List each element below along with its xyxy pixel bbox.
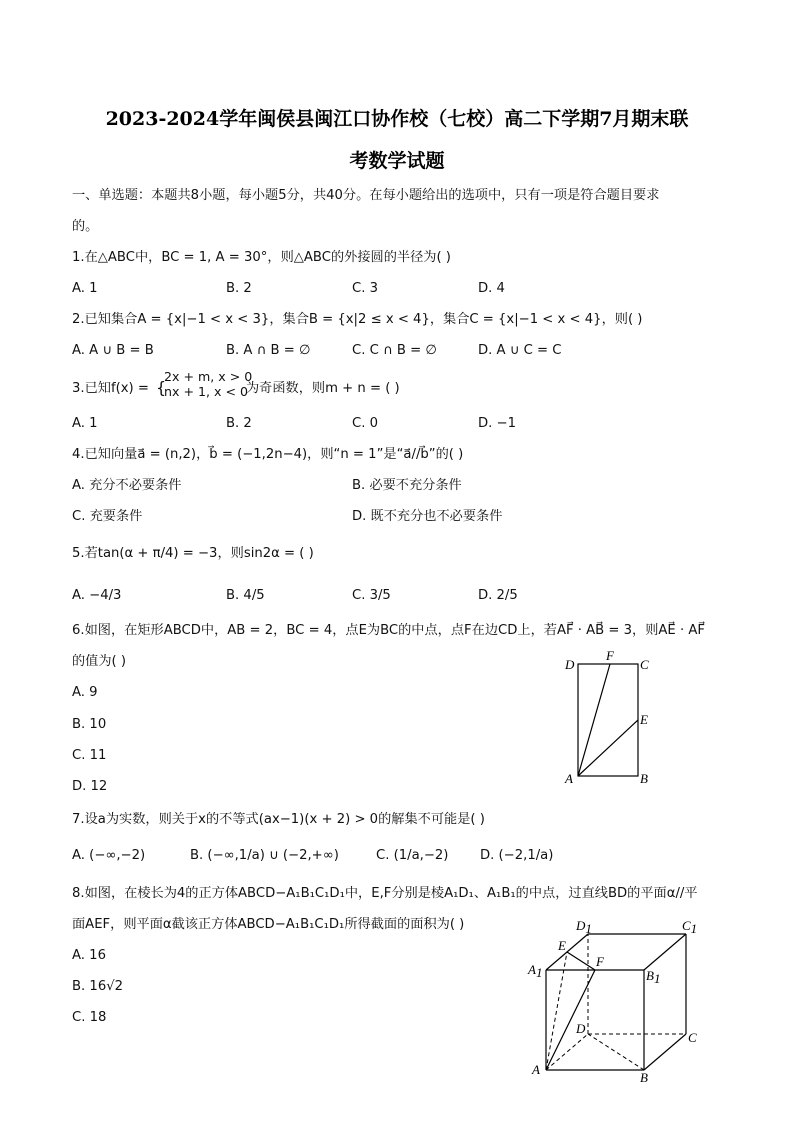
question-5-stem: 5.若tan(α + π/4) = −3，则sin2α = ( ) bbox=[72, 546, 314, 561]
q7-option-c: C. (1/a,−2) bbox=[376, 848, 449, 863]
q7-option-a: A. (−∞,−2) bbox=[72, 848, 146, 863]
rectangle-abcd bbox=[578, 664, 638, 776]
label-f: F bbox=[606, 648, 614, 663]
question-3-stem-post: 为奇函数，则m + n = ( ) bbox=[246, 381, 400, 396]
q3-option-a: A. 1 bbox=[72, 416, 98, 431]
question-8-stem: 8.如图，在棱长为4的正方体ABCD−A₁B₁C₁D₁中，E,F分别是棱A₁D₁、A₁B₁的中点，过直线BD的平面α//平 bbox=[72, 886, 698, 901]
label-c: C bbox=[640, 657, 649, 672]
segment-e-f bbox=[567, 952, 595, 970]
label-d1: D1 bbox=[576, 918, 592, 936]
q5-option-a: A. −4/3 bbox=[72, 588, 122, 603]
label-d: D bbox=[576, 1021, 586, 1036]
exam-title-line2: 考数学试题 bbox=[349, 150, 445, 172]
q2-option-b: B. A ∩ B = ∅ bbox=[226, 343, 311, 358]
q8-option-b: B. 16√2 bbox=[72, 979, 124, 994]
segment-ae bbox=[578, 720, 638, 776]
label-b1: B1 bbox=[646, 968, 661, 986]
label-c: C bbox=[688, 1030, 697, 1045]
segment-b-d bbox=[588, 1034, 644, 1070]
question-1-stem: 1.在△ABC中，BC = 1, A = 30°，则△ABC的外接圆的半径为( ) bbox=[72, 250, 451, 265]
label-e: E bbox=[640, 712, 648, 727]
q1-option-d: D. 4 bbox=[478, 281, 505, 296]
q5-option-b: B. 4/5 bbox=[226, 588, 265, 603]
q8-option-a: A. 16 bbox=[72, 948, 106, 963]
edge-a-d bbox=[546, 1034, 588, 1070]
q3-option-d: D. −1 bbox=[478, 416, 516, 431]
exam-title-line1: 2023-2024学年闽侯县闽江口协作校（七校）高二下学期7月期末联 bbox=[105, 108, 689, 130]
question-7-stem: 7.设a为实数，则关于x的不等式(ax−1)(x + 2) > 0的解集不可能是( ) bbox=[72, 812, 485, 827]
q3-piece-1: 2x + m, x > 0 bbox=[164, 369, 253, 384]
question-3-stem-pre: 3.已知f(x) = bbox=[72, 381, 149, 396]
label-b: B bbox=[640, 1070, 648, 1085]
q5-option-c: C. 3/5 bbox=[352, 588, 391, 603]
q4-option-c: C. 充要条件 bbox=[72, 509, 143, 524]
section-heading: 一、单选题：本题共8小题，每小题5分，共40分。在每小题给出的选项中，只有一项是符合题目要求 bbox=[72, 188, 660, 203]
q3-option-b: B. 2 bbox=[226, 416, 252, 431]
question-6-stem-cont: 的值为( ) bbox=[72, 654, 127, 669]
q7-option-d: D. (−2,1/a) bbox=[480, 848, 554, 863]
question-4-stem: 4.已知向量a⃗ = (n,2)，b⃗ = (−1,2n−4)，则“n = 1”是“a⃗//b⃗”的( ) bbox=[72, 447, 464, 462]
label-a1: A1 bbox=[528, 962, 543, 980]
q5-option-d: D. 2/5 bbox=[478, 588, 518, 603]
q3-option-c: C. 0 bbox=[352, 416, 378, 431]
q6-option-a: A. 9 bbox=[72, 685, 98, 700]
label-f: F bbox=[596, 954, 604, 969]
label-b: B bbox=[640, 771, 648, 786]
q6-option-b: B. 10 bbox=[72, 717, 107, 732]
label-a: A bbox=[565, 771, 573, 786]
label-d: D bbox=[565, 657, 575, 672]
q4-option-d: D. 既不充分也不必要条件 bbox=[352, 509, 503, 524]
q3-piece-2: nx + 1, x < 0 bbox=[164, 384, 249, 399]
label-e: E bbox=[558, 938, 566, 953]
q6-option-c: C. 11 bbox=[72, 748, 107, 763]
cube-figure bbox=[524, 916, 714, 1086]
label-c1: C1 bbox=[682, 918, 698, 936]
q4-option-b: B. 必要不充分条件 bbox=[352, 478, 462, 493]
q1-option-b: B. 2 bbox=[226, 281, 252, 296]
question-2-stem: 2.已知集合A = {x|−1 < x < 3}，集合B = {x|2 ≤ x < 4}，集合C = {x|−1 < x < 4}，则( ) bbox=[72, 312, 643, 327]
edge-b-c bbox=[644, 1034, 686, 1070]
q7-option-b: B. (−∞,1/a) ∪ (−2,+∞) bbox=[190, 848, 339, 863]
q2-option-d: D. A ∪ C = C bbox=[478, 343, 562, 358]
label-a: A bbox=[532, 1062, 540, 1077]
rectangle-figure bbox=[560, 648, 670, 788]
q6-option-d: D. 12 bbox=[72, 779, 108, 794]
segment-af bbox=[578, 664, 610, 776]
question-6-stem: 6.如图，在矩形ABCD中，AB = 2，BC = 4，点E为BC的中点，点F在边CD上，若AF⃗ · AB⃗ = 3，则AE⃗ · AF⃗ bbox=[72, 623, 705, 638]
section-heading-cont: 的。 bbox=[72, 219, 99, 234]
q8-option-c: C. 18 bbox=[72, 1010, 107, 1025]
question-8-stem-cont: 面AEF，则平面α截该正方体ABCD−A₁B₁C₁D₁所得截面的面积为( ) bbox=[72, 917, 465, 932]
q1-option-a: A. 1 bbox=[72, 281, 98, 296]
q3-brace: { bbox=[156, 378, 167, 397]
q2-option-a: A. A ∪ B = B bbox=[72, 343, 154, 358]
q2-option-c: C. C ∩ B = ∅ bbox=[352, 343, 437, 358]
q1-option-c: C. 3 bbox=[352, 281, 378, 296]
q4-option-a: A. 充分不必要条件 bbox=[72, 478, 182, 493]
edge-b1-c1 bbox=[644, 934, 686, 970]
